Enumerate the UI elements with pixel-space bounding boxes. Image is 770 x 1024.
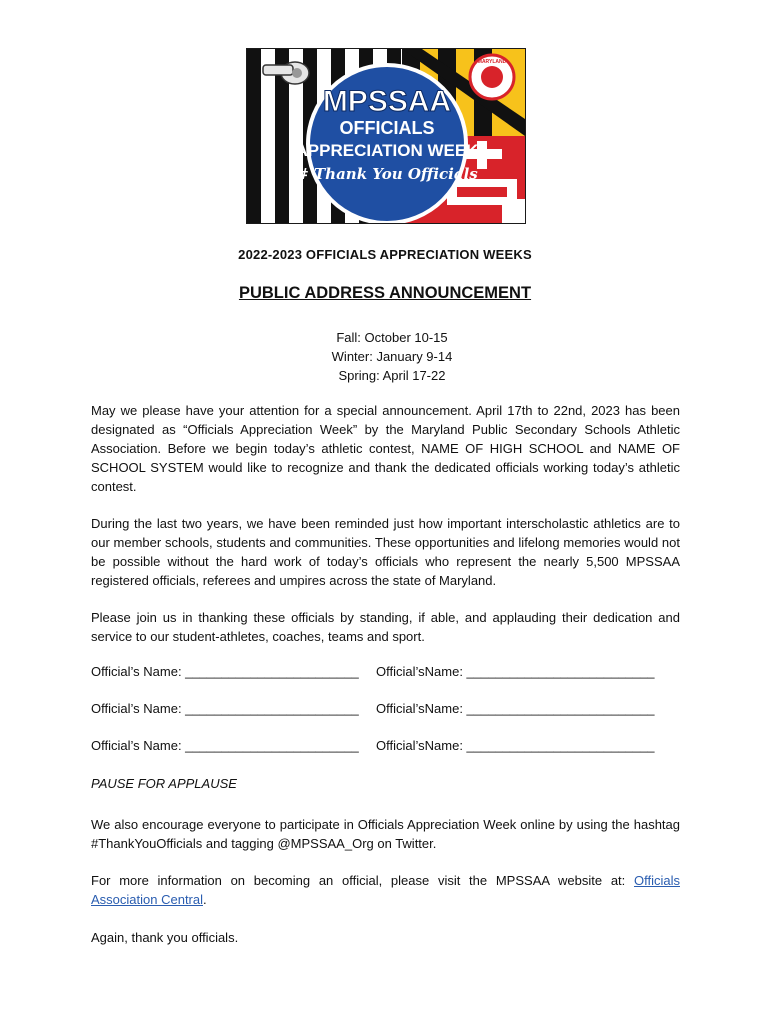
season-winter: Winter: January 9-14 (331, 349, 453, 364)
season-spring: Spring: April 17-22 (338, 368, 446, 383)
appreciation-week-banner (246, 48, 526, 224)
season-fall: Fall: October 10-15 (336, 330, 448, 345)
document-title: PUBLIC ADDRESS ANNOUNCEMENT (238, 284, 532, 302)
official-name-row (91, 738, 691, 757)
season-dates (0, 328, 770, 385)
official-name-field[interactable]: Official’sName: __________________________ (376, 664, 655, 679)
banner-hashtag: # Thank You Officials (296, 165, 478, 183)
official-name-row (91, 664, 691, 683)
official-name-field[interactable]: Official’sName: __________________________ (376, 701, 655, 716)
social-media-paragraph: We also encourage everyone to participate in Officials Appreciation Week online by using the hashtag #ThankYouOfficials and tagging @MPSSAA_Org on Twitter. (91, 817, 680, 851)
banner-line1: OFFICIALS (339, 118, 435, 138)
official-name-field[interactable]: Official’s Name: ________________________ (91, 664, 359, 679)
official-name-row (91, 701, 691, 720)
closing-line: Again, thank you officials. (91, 930, 239, 945)
more-info-text: For more information on becoming an official, please visit the MPSSAA website at: (91, 873, 634, 888)
banner-graphic (247, 49, 525, 223)
announcement-paragraph: May we please have your attention for a special announcement. April 17th to 22nd, 2023 has been designated as “Officials Appreciation Week” by the Maryland Public Secondary Schools Athletic Association. Before we begin today’s athletic contest, NAME OF HIGH SCHOOL and NAME OF SCHOOL SYSTEM would like to recognize and thank the dedicated officials working today’s athletic contest. (91, 403, 680, 494)
maryland-seal-icon (470, 55, 514, 99)
official-name-field[interactable]: Official’s Name: ________________________ (91, 701, 359, 716)
official-name-field[interactable]: Official’sName: __________________________ (376, 738, 655, 753)
officials-association-link[interactable]: Officials Association Central (91, 873, 680, 907)
svg-text:MARYLAND: MARYLAND (477, 59, 507, 65)
banner-line2: APPRECIATION WEEK (295, 141, 479, 160)
more-info-paragraph (91, 871, 680, 909)
document-subtitle: 2022-2023 OFFICIALS APPRECIATION WEEKS (238, 247, 532, 262)
thank-you-paragraph: Please join us in thanking these officials by standing, if able, and applauding their dedication and service to our student-athletes, coaches, teams and sport. (91, 610, 680, 644)
official-name-field[interactable]: Official’s Name: ________________________ (91, 738, 359, 753)
logo-text: MPSSAA (322, 85, 452, 118)
importance-paragraph: During the last two years, we have been reminded just how important interscholastic athletics are to our member schools, students and communities. These opportunities and lifelong memories would not be possible without the hard work of today’s officials who represent the nearly 5,500 MPSSAA registered officials, referees and umpires across the state of Maryland. (91, 516, 680, 588)
pause-instruction: PAUSE FOR APPLAUSE (91, 776, 237, 791)
more-info-period: . (203, 892, 207, 907)
